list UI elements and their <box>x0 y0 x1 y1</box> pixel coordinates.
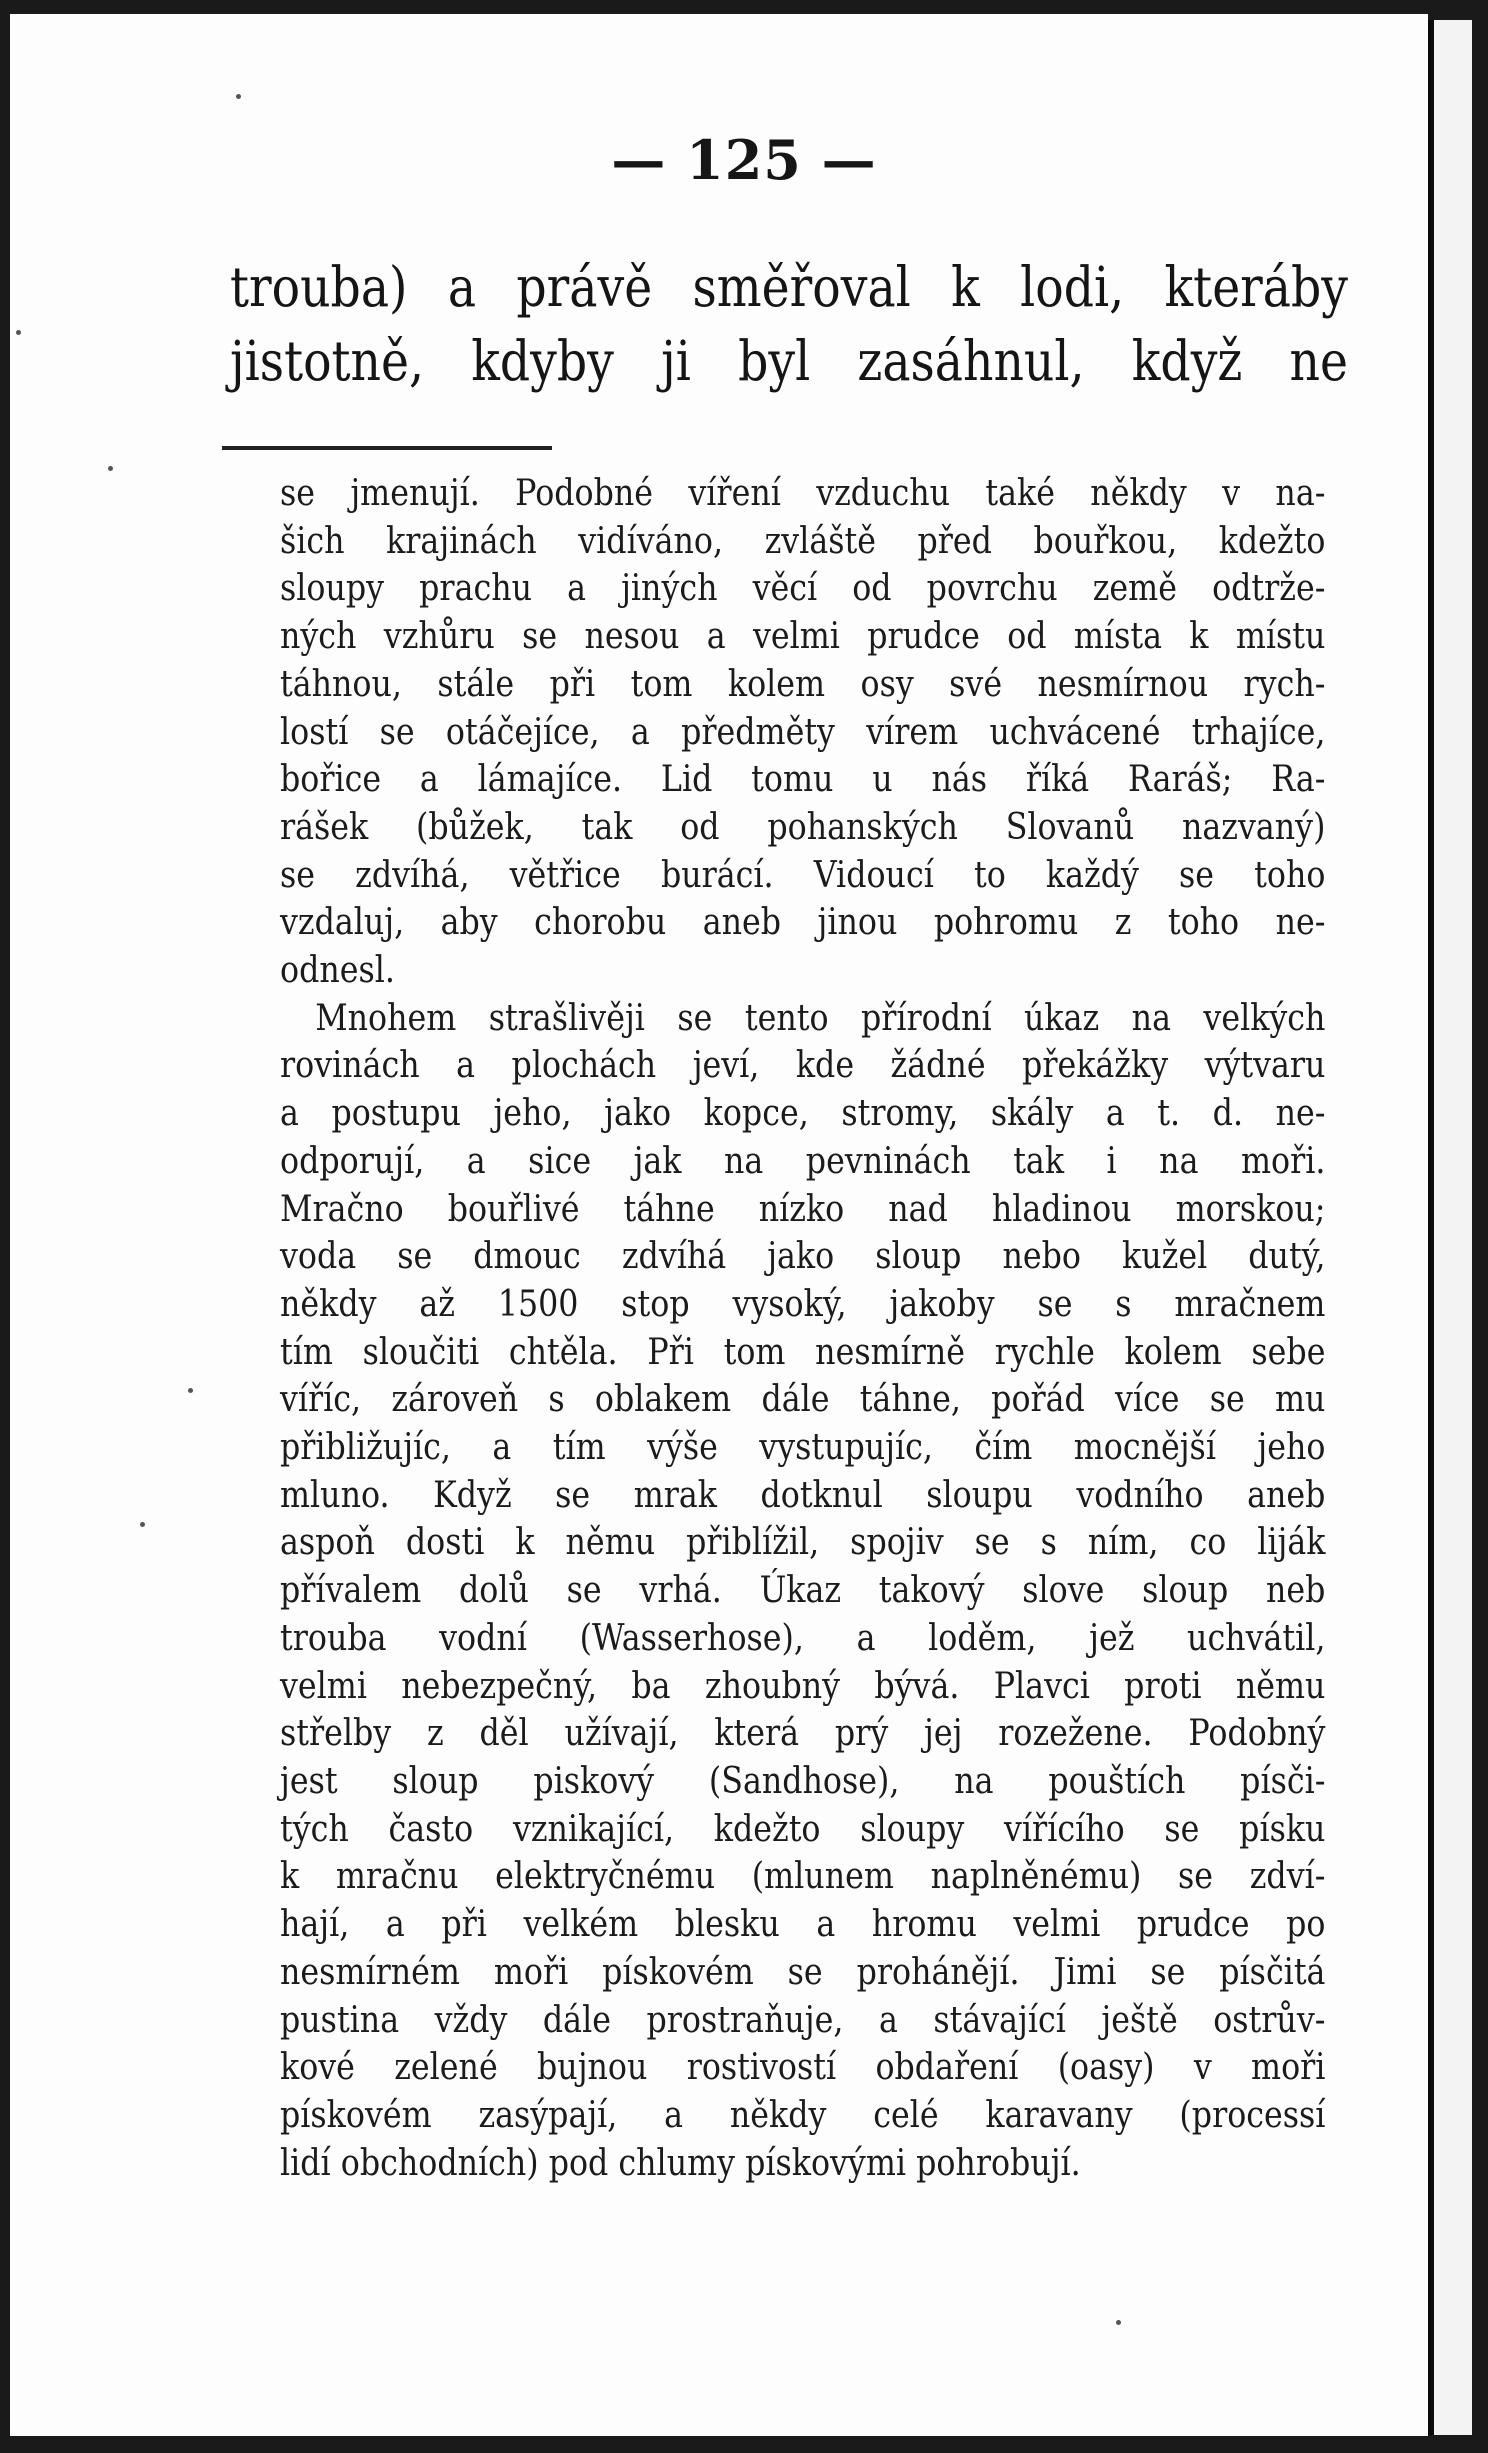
paper-speck <box>1116 2320 1121 2325</box>
footnote-line: k mračnu elektryčnému (mlunem naplněnému) se zdví- <box>280 1856 1326 1898</box>
footnote-line: odnesl. <box>280 950 395 992</box>
paper-speck <box>188 1388 193 1393</box>
footnote-line: Mračno bouřlivé táhne nízko nad hladinou morskou; <box>280 1188 1326 1230</box>
footnote-separator <box>222 446 552 450</box>
footnote-line: mluno. Když se mrak dotknul sloupu vodního aneb <box>280 1474 1326 1516</box>
footnote-line: někdy až 1500 stop vysoký, jakoby se s mračnem <box>280 1283 1326 1325</box>
footnote-line: velmi nebezpečný, ba zhoubný bývá. Plavci proti němu <box>280 1665 1326 1707</box>
paper-speck <box>108 466 113 471</box>
footnote-line: ných vzhůru se nesou a velmi prudce od místa k místu <box>280 616 1326 658</box>
footnote <box>280 470 1325 2187</box>
footnote-line: aspoň dosti k němu přiblížil, spojiv se s ním, co liják <box>280 1522 1326 1564</box>
footnote-line: hají, a při velkém blesku a hromu velmi prudce po <box>280 1904 1326 1946</box>
footnote-line: přibližujíc, a tím výše vystupujíc, čím mocnější jeho <box>280 1427 1326 1469</box>
footnote-line: táhnou, stále při tom kolem osy své nesmírnou rych- <box>280 663 1326 705</box>
footnote-line: se jmenují. Podobné víření vzduchu také někdy v na- <box>280 473 1326 514</box>
footnote-line: odporují, a sice jak na pevninách tak i na moři. <box>280 1140 1326 1182</box>
main-text <box>230 250 1348 398</box>
main-text-line: trouba) a právě směřoval k lodi, kteráby <box>230 255 1348 319</box>
footnote-line: trouba vodní (Wasserhose), a loděm, jež uchvátil, <box>280 1617 1326 1659</box>
footnote-line: voda se dmouc zdvíhá jako sloup nebo kužel dutý, <box>280 1236 1326 1278</box>
footnote-line: přívalem dolů se vrhá. Úkaz takový slove sloup neb <box>280 1570 1326 1612</box>
paper-speck <box>140 1522 145 1527</box>
footnote-line: jest sloup piskový (Sandhose), na pouštích písči- <box>280 1760 1326 1802</box>
footnote-line: bořice a lámajíce. Lid tomu u nás říká Raráš; Ra- <box>280 759 1326 801</box>
footnote-line: střelby z děl užívají, která prý jej rozežene. Podobný <box>280 1713 1326 1755</box>
footnote-line: pískovém zasýpají, a někdy celé karavany (processí <box>280 2094 1326 2136</box>
footnote-line: rášek (bůžek, tak od pohanských Slovanů nazvaný) <box>280 806 1326 848</box>
footnote-line: rovinách a plochách jeví, kde žádné překážky výtvaru <box>280 1045 1326 1087</box>
footnote-line: šich krajinách vidíváno, zvláště před bouřkou, kdežto <box>280 520 1326 562</box>
footnote-line: a postupu jeho, jako kopce, stromy, skály a t. d. ne- <box>280 1093 1326 1135</box>
footnote-line: se zdvíhá, větřice burácí. Vidoucí to každý se toho <box>280 854 1326 896</box>
footnote-line: lostí se otáčejíce, a předměty vírem uchvácené trhajíce, <box>280 711 1326 753</box>
footnote-line: tím sloučiti chtěla. Při tom nesmírně rychle kolem sebe <box>280 1331 1326 1373</box>
next-page-edge <box>1428 20 1472 2435</box>
footnote-line: vzdaluj, aby chorobu aneb jinou pohromu z toho ne- <box>280 902 1326 944</box>
footnote-line: pustina vždy dále prostraňuje, a stávající ještě ostrův- <box>280 1999 1326 2041</box>
footnote-line: sloupy prachu a jiných věcí od povrchu země odtrže- <box>280 568 1326 610</box>
page-number: — 125 — <box>611 128 877 192</box>
footnote-line: kové zelené bujnou rostivostí obdaření (oasy) v moři <box>280 2047 1326 2089</box>
paper-speck <box>16 330 21 335</box>
footnote-line: Mnohem strašlivěji se tento přírodní úkaz na velkých <box>315 997 1326 1039</box>
footnote-line: tých často vznikající, kdežto sloupy vířícího se písku <box>280 1808 1326 1850</box>
footnote-line: lidí obchodních) pod chlumy pískovými pohrobují. <box>280 2142 1081 2184</box>
footnote-line: víříc, zároveň s oblakem dále táhne, pořád více se mu <box>280 1379 1326 1421</box>
paper-speck <box>236 94 241 99</box>
footnote-line: nesmírném moři pískovém se prohánějí. Jimi se písčitá <box>280 1951 1326 1993</box>
main-text-line: jistotně, kdyby ji byl zasáhnul, když ne <box>230 329 1348 393</box>
